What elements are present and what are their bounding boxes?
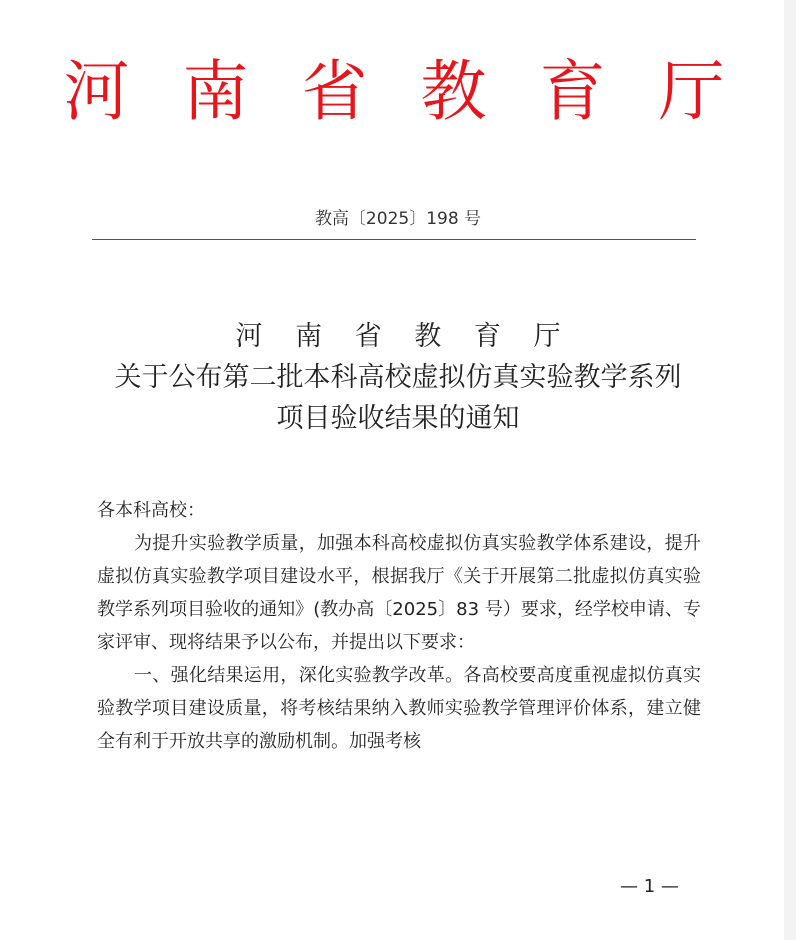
title-issuer: 河 南 省 教 育 厅 — [235, 321, 573, 352]
title-subject-line1: 关于公布第二批本科高校虚拟仿真实验教学系列 — [114, 362, 682, 393]
page-edge — [784, 0, 796, 940]
document-number: 教高〔2025〕198 号 — [314, 209, 482, 229]
document-body — [97, 494, 701, 758]
body-paragraph-2: 一、强化结果运用，深化实验教学改革。各高校要高度重视虚拟仿真实验教学项目建设质量，将考核结果纳入教师实验教学管理评价体系，建立健全有利于开放共享的激励机制。加强考核 — [97, 665, 701, 752]
letterhead-divider — [92, 239, 696, 240]
body-paragraph-1: 为提升实验教学质量，加强本科高校虚拟仿真实验教学体系建设，提升虚拟仿真实验教学项目建设水平，根据我厅《关于开展第二批虚拟仿真实验教学系列项目验收的通知》(教办高〔2025〕83 号）要求，经学校申请、专家评审、现将结果予以公布，并提出以下要求： — [97, 533, 701, 653]
page-number: — 1 — — [620, 876, 679, 897]
title-subject-line2: 项目验收结果的通知 — [276, 403, 520, 434]
letterhead-title: 河 南 省 教 育 厅 — [63, 53, 741, 130]
salutation: 各本科高校： — [97, 500, 205, 521]
document-title — [0, 316, 796, 439]
